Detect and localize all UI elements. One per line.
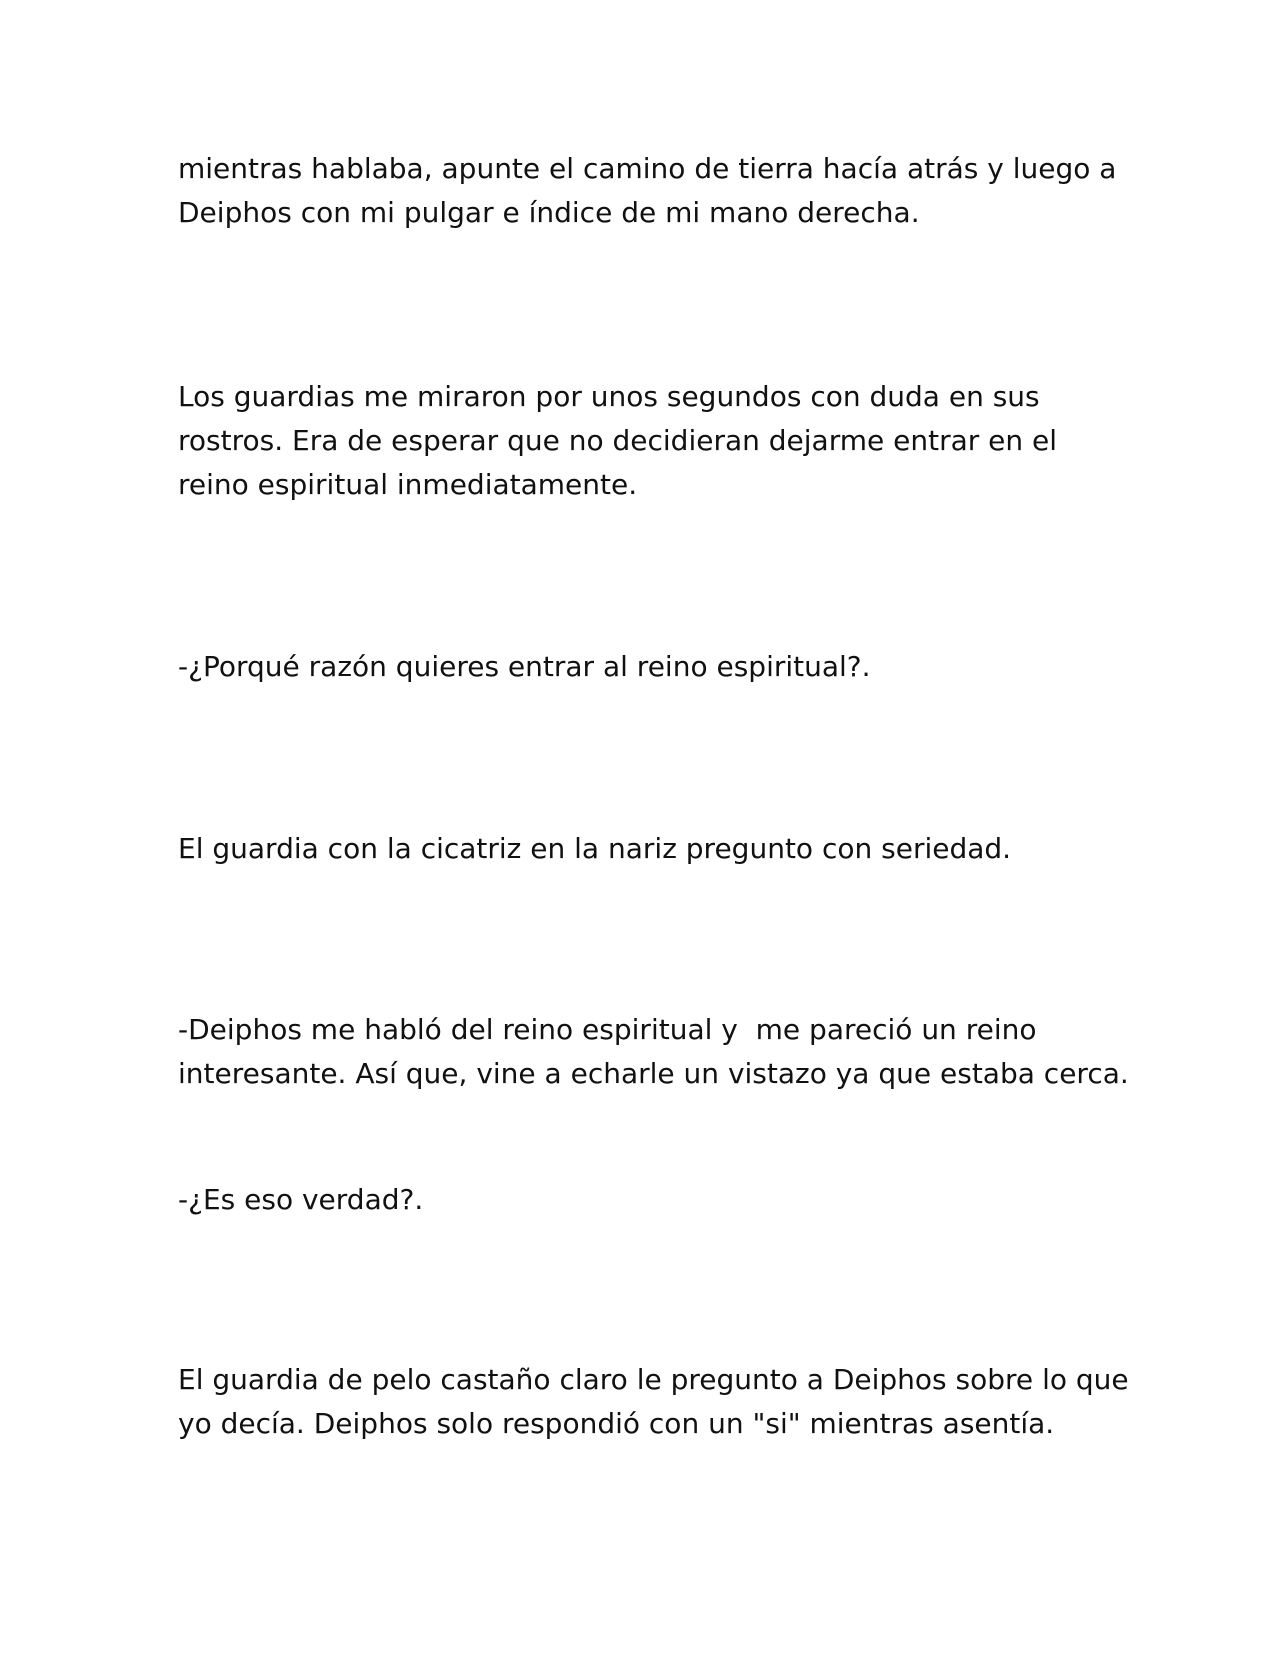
paragraph-5: [178, 1008, 1129, 1096]
paragraph-2: [178, 375, 1118, 507]
paragraph-line: rostros. Era de esperar que no decidieran dejarme entrar en el: [178, 424, 1058, 457]
paragraph-1: [178, 147, 1118, 235]
paragraph-line: -¿Porqué razón quieres entrar al reino espiritual?.: [178, 650, 871, 683]
paragraph-6: [178, 1178, 1118, 1222]
paragraph-line: -Deiphos me habló del reino espiritual y me pareció un reino: [178, 1013, 1037, 1046]
paragraph-line: -¿Es eso verdad?.: [178, 1183, 424, 1216]
paragraph-7: [178, 1358, 1129, 1446]
paragraph-3: [178, 645, 1118, 689]
paragraph-line: El guardia de pelo castaño claro le pregunto a Deiphos sobre lo que: [178, 1363, 1129, 1396]
paragraph-line: reino espiritual inmediatamente.: [178, 468, 638, 501]
paragraph-line: Los guardias me miraron por unos segundos con duda en sus: [178, 380, 1040, 413]
paragraph-line: interesante. Así que, vine a echarle un vistazo ya que estaba cerca.: [178, 1057, 1129, 1090]
paragraph-line: mientras hablaba, apunte el camino de tierra hacía atrás y luego a: [178, 152, 1117, 185]
paragraph-line: El guardia con la cicatriz en la nariz pregunto con seriedad.: [178, 832, 1012, 865]
paragraph-line: yo decía. Deiphos solo respondió con un "si" mientras asentía.: [178, 1407, 1055, 1440]
paragraph-4: [178, 827, 1118, 871]
paragraph-line: Deiphos con mi pulgar e índice de mi mano derecha.: [178, 196, 920, 229]
